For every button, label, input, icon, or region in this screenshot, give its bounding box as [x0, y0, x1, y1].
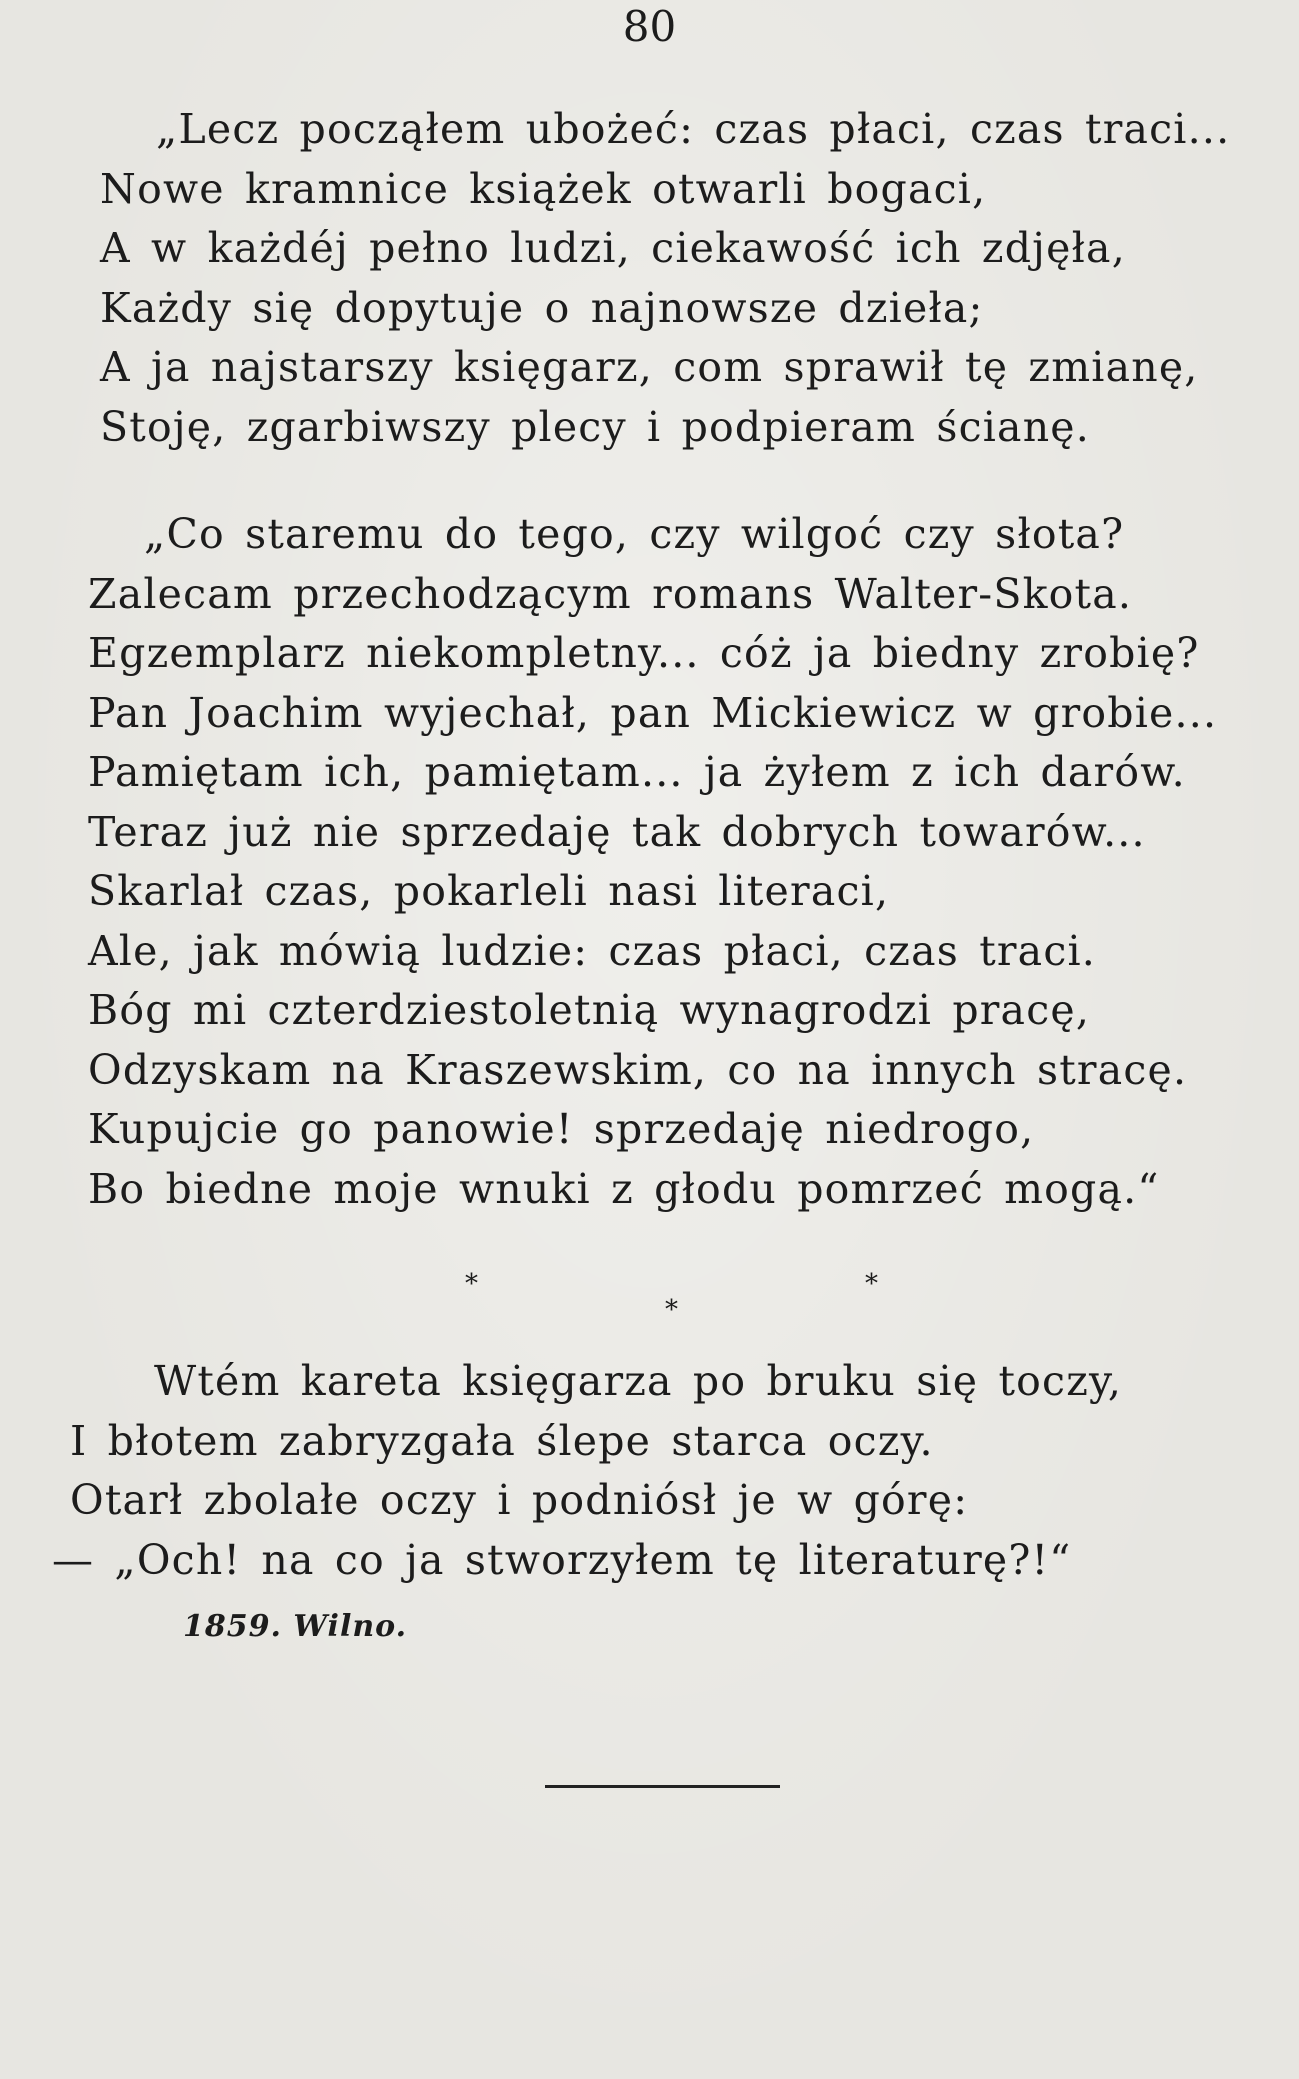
verse-line: Bóg mi czterdziestoletnią wynagrodzi pracę, [88, 986, 1091, 1034]
verse-line: Teraz już nie sprzedaję tak dobrych towarów... [88, 807, 1146, 856]
verse-line: Ale, jak mówią ludzie: czas płaci, czas traci. [88, 926, 1097, 975]
verse-line: Stoję, zgarbiwszy plecy i podpieram ścianę. [100, 402, 1091, 451]
asterism-star: * [665, 1295, 678, 1325]
page-number: 80 [622, 2, 677, 51]
verse-line: Pan Joachim wyjechał, pan Mickiewicz w grobie... [88, 688, 1218, 737]
verse-line: Egzemplarz niekompletny... cóż ja biedny zrobię? [88, 629, 1200, 677]
verse-line: Bo biedne moje wnuki z głodu pomrzeć mogą.“ [88, 1164, 1160, 1213]
stanza-3 [52, 1352, 1123, 1590]
verse-line: Skarlał czas, pokarleli nasi literaci, [88, 867, 890, 915]
verse-line: I błotem zabryzgała ślepe starca oczy. [70, 1416, 934, 1465]
asterism-divider [0, 1255, 1299, 1325]
asterism-star: * [465, 1269, 478, 1299]
stanza-2 [88, 505, 1217, 1219]
verse-line: A w każdéj pełno ludzi, ciekawość ich zdjęła, [100, 224, 1126, 272]
verse-line: — „Och! na co ja stworzyłem tę literaturę?!“ [52, 1535, 1072, 1584]
verse-line: Nowe kramnice książek otwarli bogaci, [100, 164, 987, 213]
date-place-signature: 1859. Wilno. [183, 1609, 408, 1644]
verse-line: „Co staremu do tego, czy wilgoć czy słota? [144, 510, 1125, 558]
verse-line: Pamiętam ich, pamiętam... ja żyłem z ich darów. [88, 748, 1186, 796]
verse-line: Każdy się dopytuje o najnowsze dzieła; [100, 283, 984, 332]
verse-line: Kupujcie go panowie! sprzedaję niedrogo, [88, 1105, 1035, 1153]
stanza-1 [100, 100, 1230, 457]
verse-line: A ja najstarszy księgarz, com sprawił tę zmianę, [100, 343, 1199, 391]
verse-line: Odzyskam na Kraszewskim, co na innych stracę. [88, 1045, 1188, 1094]
verse-line: „Lecz począłem ubożeć: czas płaci, czas traci... [156, 105, 1231, 153]
asterism-star: * [865, 1269, 878, 1299]
end-rule-divider [545, 1785, 780, 1788]
verse-line: Otarł zbolałe oczy i podniósł je w górę: [70, 1476, 969, 1524]
verse-line: Zalecam przechodzącym romans Walter-Skota. [88, 569, 1133, 618]
verse-line: Wtém kareta księgarza po bruku się toczy, [154, 1357, 1123, 1405]
